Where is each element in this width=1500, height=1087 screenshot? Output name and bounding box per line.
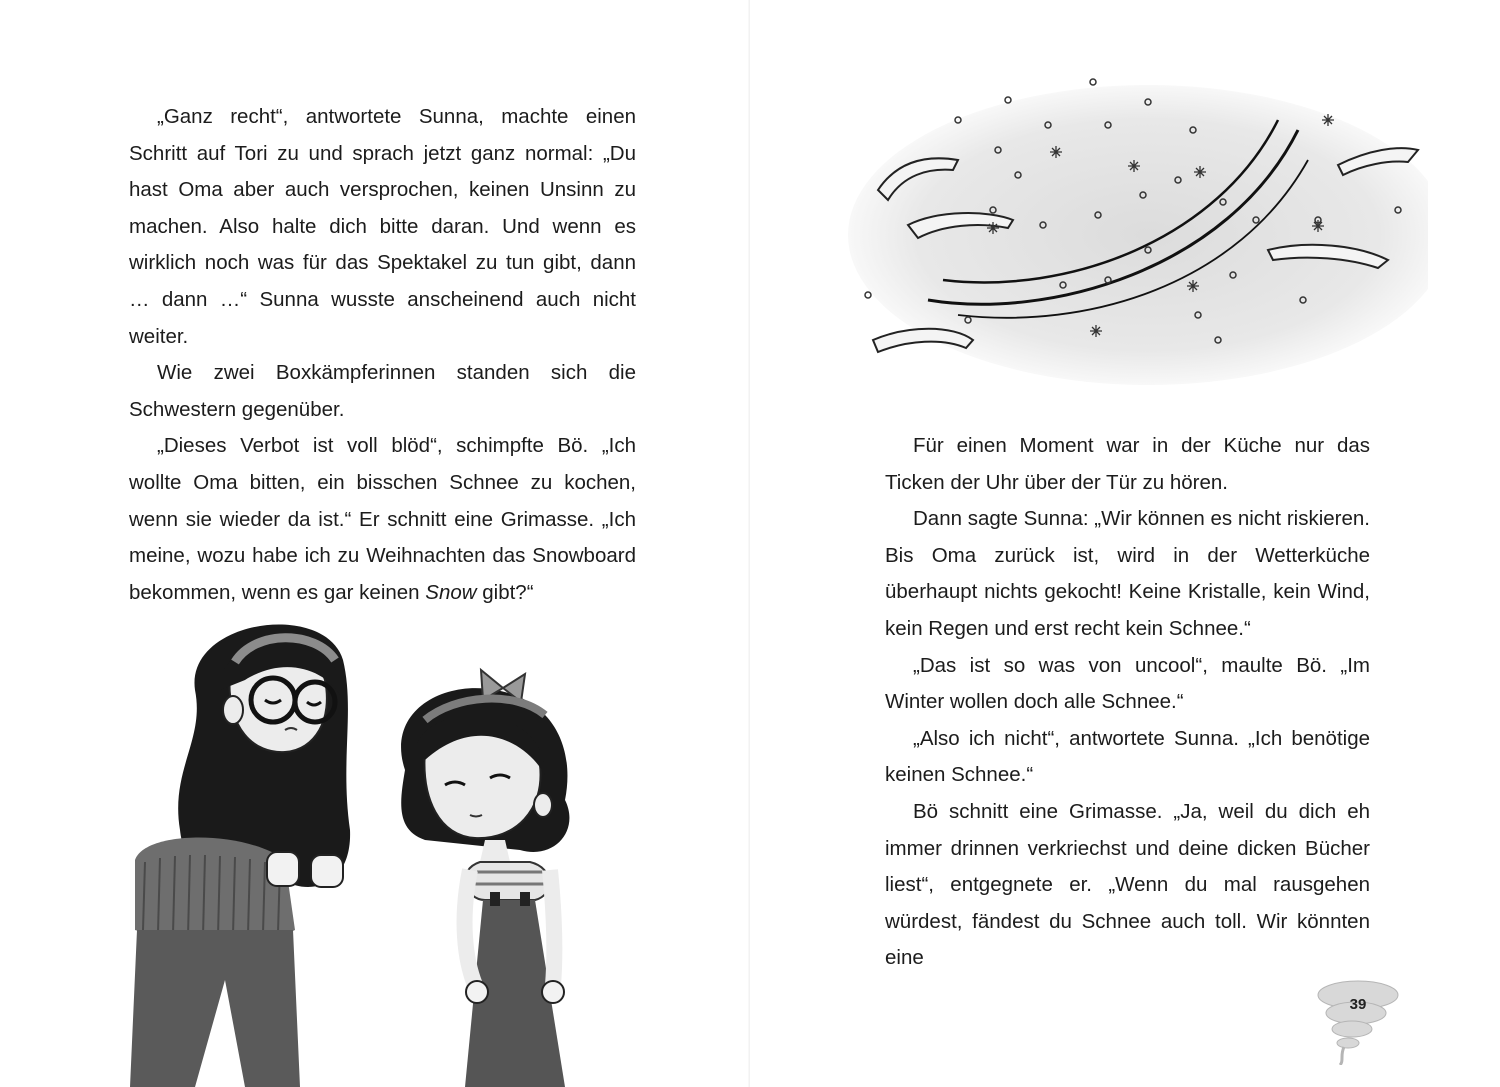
left-page-text (129, 99, 636, 611)
sunna-figure (130, 624, 350, 1087)
right-page-text (885, 428, 1370, 977)
paragraph-end: gibt?“ (476, 580, 534, 604)
tori-figure (401, 670, 569, 1087)
page-number: 39 (1349, 996, 1367, 1013)
paragraph: Bö schnitt eine Grimasse. „Ja, weil du dich eh immer drinnen verkriechst und deine dicken Bücher liest“, entgegnete er. „Wenn du mal rausgehen würdest, fändest du Schnee auch toll. Wir könnten eine (885, 799, 1370, 970)
italic-word: Snow (425, 580, 477, 604)
snowy-branches-illustration (848, 70, 1428, 390)
two-girls-illustration (125, 600, 645, 1087)
paragraph: Für einen Moment war in der Küche nur das Ticken der Uhr über der Tür zu hören. (885, 434, 1370, 494)
paragraph: „Also ich nicht“, antwortete Sunna. „Ich benötige keinen Schnee.“ (885, 726, 1370, 787)
right-page (750, 0, 1500, 1087)
paragraph: Dann sagte Sunna: „Wir können es nicht riskieren. Bis Oma zurück ist, wird in der Wetterküche überhaupt nichts gekocht! Keine Kristalle, kein Wind, kein Regen und erst recht kein Schnee.“ (885, 507, 1370, 640)
paragraph: „Ganz recht“, antwortete Sunna, machte einen Schritt auf Tori zu und sprach jetzt ganz normal: „Du hast Oma aber auch versprochen, keinen Unsinn zu machen. Also halte dich bitte daran. Und wenn es wirklich noch was für das Spektakel zu tun gibt, dann … dann …“ Sunna wusste anscheinend auch nicht weiter. (129, 105, 636, 348)
paragraph-text: „Dieses Verbot ist voll blöd“, schimpfte Bö. „Ich wollte Oma bitten, ein bisschen Schnee zu kochen, wenn sie wieder da ist.“ Er schnitt eine Grimasse. „Ich meine, wozu habe ich zu Weihnachten das Snowboard bekommen, wenn es gar keinen (129, 434, 636, 604)
page-number-badge (1310, 965, 1400, 1065)
paragraph (129, 428, 636, 611)
paragraph: „Das ist so was von uncool“, maulte Bö. „Im Winter wollen doch alle Schnee.“ (885, 653, 1370, 714)
paragraph: Wie zwei Boxkämpferinnen standen sich die Schwestern gegenüber. (129, 361, 636, 421)
tornado-icon (1310, 965, 1400, 1065)
